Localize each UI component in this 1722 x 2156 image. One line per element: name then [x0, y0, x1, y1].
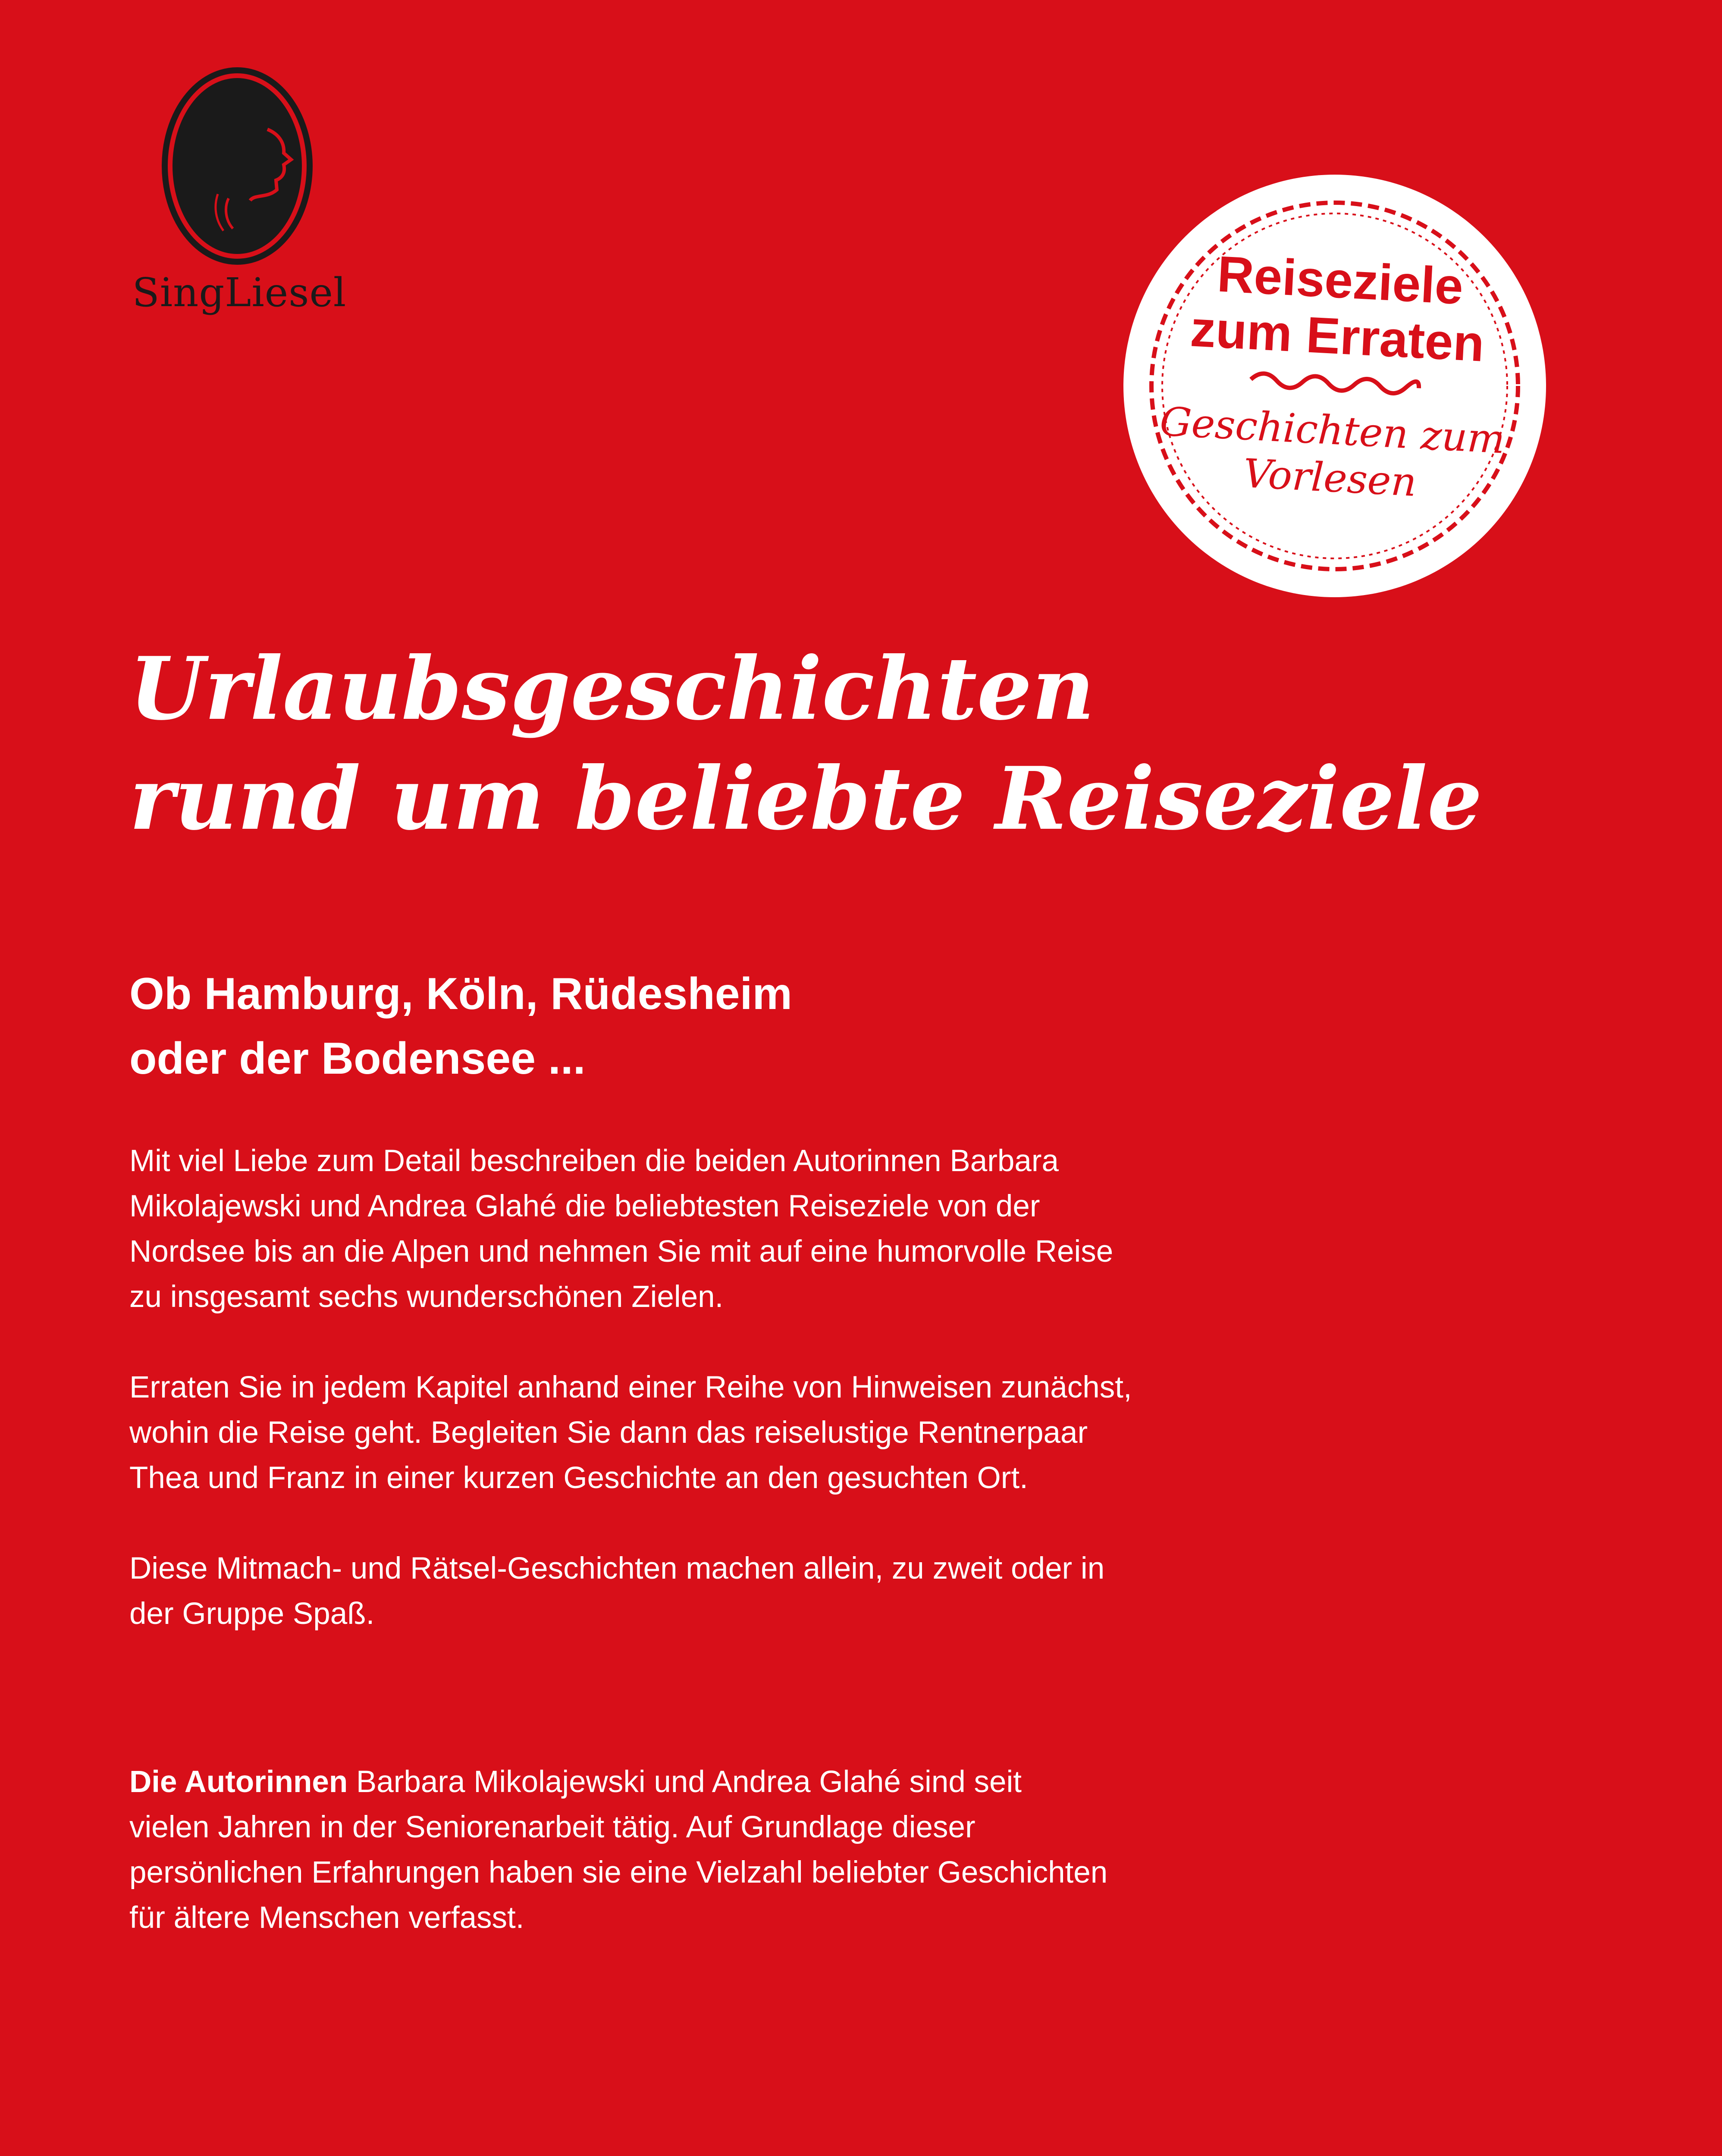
paragraph-1-line: Nordsee bis an die Alpen und nehmen Sie mit auf eine humorvolle Reise	[129, 1235, 1113, 1269]
paragraph-3-line: Diese Mitmach- und Rätsel-Geschichten machen allein, zu zweit oder in	[129, 1551, 1105, 1586]
author-line-1-text: Barbara Mikolajewski und Andrea Glahé sind seit	[348, 1765, 1022, 1799]
topic-badge	[1121, 172, 1548, 599]
badge-line-4: Vorlesen	[1242, 450, 1418, 506]
paragraph-1-line: zu insgesamt sechs wunderschönen Zielen.	[129, 1280, 724, 1314]
badge-line-3: Geschichten zum	[1158, 398, 1506, 463]
author-line-4: für ältere Menschen verfasst.	[129, 1901, 524, 1935]
paragraph-3-line: der Gruppe Spaß.	[129, 1597, 375, 1631]
paragraph-3	[129, 1546, 1164, 1636]
author-info	[129, 1759, 1164, 1940]
author-label: Die Autorinnen	[129, 1765, 348, 1799]
author-line-1	[129, 1759, 1164, 1805]
paragraph-2-line: wohin die Reise geht. Begleiten Sie dann das reiselustige Rentnerpaar	[129, 1416, 1088, 1450]
paragraph-1-line: Mikolajewski und Andrea Glahé die beliebtesten Reiseziele von der	[129, 1189, 1040, 1223]
headline-line-1: Urlaubsgeschichten	[129, 638, 1095, 740]
subheadline	[129, 962, 1164, 1091]
headline	[129, 634, 1553, 854]
subheadline-line-2: oder der Bodensee ...	[129, 1034, 586, 1084]
brand-logo-text: SingLiesel	[132, 270, 347, 316]
paragraph-2-line: Erraten Sie in jedem Kapitel anhand einer Reihe von Hinweisen zunächst,	[129, 1370, 1132, 1404]
headline-line-2: rund um beliebte Reiseziele	[129, 748, 1483, 849]
paragraph-2	[129, 1365, 1164, 1501]
author-line-3: persönlichen Erfahrungen haben sie eine Vielzahl beliebter Geschichten	[129, 1855, 1108, 1890]
author-line-2: vielen Jahren in der Seniorenarbeit tätig. Auf Grundlage dieser	[129, 1810, 975, 1844]
badge-circle	[1123, 175, 1546, 597]
paragraph-2-line: Thea und Franz in einer kurzen Geschichte an den gesuchten Ort.	[129, 1461, 1028, 1495]
badge-line-1: Reiseziele	[1216, 245, 1465, 316]
paragraph-1	[129, 1138, 1164, 1319]
paragraph-1-line: Mit viel Liebe zum Detail beschreiben die beiden Autorinnen Barbara	[129, 1144, 1059, 1178]
subheadline-line-1: Ob Hamburg, Köln, Rüdesheim	[129, 969, 792, 1019]
description	[129, 1138, 1164, 1682]
badge-line-2: zum Erraten	[1189, 300, 1486, 373]
